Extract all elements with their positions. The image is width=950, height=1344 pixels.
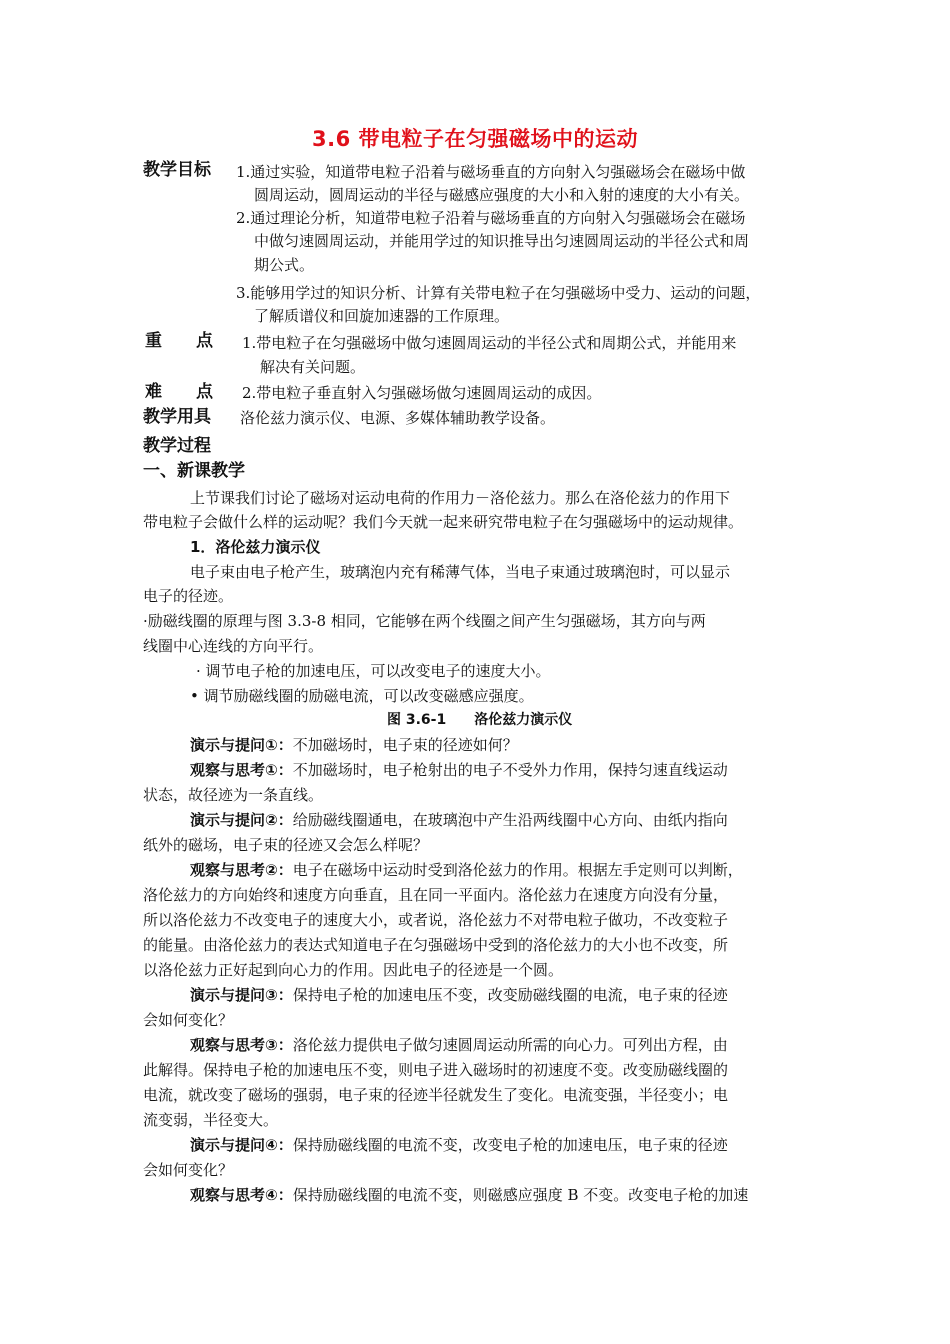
- demo-question-3-text: 保持电子枪的加速电压不变，改变励磁线圈的电流，电子束的径迹: [292, 986, 728, 1004]
- key-point-line-2: 解决有关问题。: [260, 358, 366, 376]
- observation-2-line-4: 的能量。由洛伦兹力的表达式知道电子在匀强磁场中受到的洛伦兹力的大小也不改变，所: [143, 936, 729, 954]
- observation-4-text: 保持励磁线圈的电流不变，则磁感应强度 B 不变。改变电子枪的加速: [292, 1186, 749, 1204]
- intro-line-2: 带电粒子会做什么样的运动呢？我们今天就一起来研究带电粒子在匀强磁场中的运动规律。: [143, 513, 744, 531]
- demo-question-3-label: 演示与提问③：: [190, 986, 293, 1004]
- objective-3-line-2: 了解质谱仪和回旋加速器的工作原理。: [254, 307, 510, 325]
- observation-1-label: 观察与思考①：: [190, 761, 293, 779]
- objective-2-line-1: 2.通过理论分析，知道带电粒子沿着与磁场垂直的方向射入匀强磁场会在磁场: [236, 209, 746, 227]
- objective-1-line-2: 圆周运动，圆周运动的半径与磁感应强度的大小和入射的速度的大小有关。: [254, 186, 750, 204]
- observation-3-line-4: 流变弱，半径变大。: [143, 1111, 279, 1129]
- observation-1-line-1: [190, 761, 728, 779]
- process-heading: 教学过程: [143, 436, 211, 456]
- difficulty-text: 2.带电粒子垂直射入匀强磁场做匀速圆周运动的成因。: [242, 384, 602, 402]
- device-p2-line-2: 线圈中心连线的方向平行。: [143, 637, 324, 655]
- objective-1-line-1: 1.通过实验，知道带电粒子沿着与磁场垂直的方向射入匀强磁场会在磁场中做: [236, 163, 746, 181]
- intro-line-1: 上节课我们讨论了磁场对运动电荷的作用力－洛伦兹力。那么在洛伦兹力的作用下: [190, 489, 731, 507]
- observation-3-line-3: 电流，就改变了磁场的强弱，电子束的径迹半径就发生了变化。电流变强，半径变小；电: [143, 1086, 729, 1104]
- observation-1-text: 不加磁场时，电子枪射出的电子不受外力作用，保持匀速直线运动: [292, 761, 728, 779]
- demo-question-2-line-2: 纸外的磁场，电子束的径迹又会怎么样呢？: [143, 836, 429, 854]
- device-p1-line-1: 电子束由电子枪产生，玻璃泡内充有稀薄气体，当电子束通过玻璃泡时，可以显示: [190, 563, 731, 581]
- figure-caption: 图 3.6-1 洛伦兹力演示仪: [387, 712, 573, 728]
- difficulty-label: 难 点: [145, 382, 213, 402]
- demo-question-3-line-1: [190, 986, 728, 1004]
- demo-question-4-label: 演示与提问④：: [190, 1136, 293, 1154]
- demo-question-2-label: 演示与提问②：: [190, 811, 293, 829]
- objective-3-line-1: 3.能够用学过的知识分析、计算有关带电粒子在匀强磁场中受力、运动的问题，: [236, 284, 761, 302]
- observation-2-line-1: [190, 861, 743, 879]
- observation-3-line-2: 此解得。保持电子枪的加速电压不变，则电子进入磁场时的初速度不变。改变励磁线圈的: [143, 1061, 729, 1079]
- demo-question-4-line-1: [190, 1136, 728, 1154]
- tools-label: 教学用具: [143, 407, 211, 427]
- device-p2-line-1: ·励磁线圈的原理与图 3.3-8 相同，它能够在两个线圈之间产生匀强磁场，其方向与两: [143, 612, 706, 630]
- observation-4-label: 观察与思考④：: [190, 1186, 293, 1204]
- key-point-label: 重 点: [145, 331, 213, 351]
- observation-3-label: 观察与思考③：: [190, 1036, 293, 1054]
- demo-question-4-line-2: 会如何变化？: [143, 1161, 234, 1179]
- demo-question-4-text: 保持励磁线圈的电流不变，改变电子枪的加速电压，电子束的径迹: [292, 1136, 728, 1154]
- document-title: 3.6 带电粒子在匀强磁场中的运动: [311, 127, 638, 151]
- observation-4-line-1: [190, 1186, 748, 1204]
- device-bullet-1: · 调节电子枪的加速电压，可以改变电子的速度大小。: [196, 662, 551, 680]
- observation-2-label: 观察与思考②：: [190, 861, 293, 879]
- observation-3-text: 洛伦兹力提供电子做匀速圆周运动所需的向心力。可列出方程，由: [292, 1036, 728, 1054]
- observation-3-line-1: [190, 1036, 728, 1054]
- section-1-heading: 一、新课教学: [143, 461, 245, 481]
- demo-question-2-line-1: [190, 811, 728, 829]
- observation-2-line-5: 以洛伦兹力正好起到向心力的作用。因此电子的径迹是一个圆。: [143, 961, 564, 979]
- observation-2-line-2: 洛伦兹力的方向始终和速度方向垂直，且在同一平面内。洛伦兹力在速度方向没有分量，: [143, 886, 729, 904]
- demo-question-1: [190, 736, 518, 754]
- device-p1-line-2: 电子的径迹。: [143, 587, 234, 605]
- demo-question-2-text: 给励磁线圈通电，在玻璃泡中产生沿两线圈中心方向、由纸内指向: [292, 811, 728, 829]
- objectives-label: 教学目标: [143, 160, 211, 180]
- objective-2-line-2: 中做匀速圆周运动，并能用学过的知识推导出匀速圆周运动的半径公式和周: [254, 232, 750, 250]
- observation-2-text: 电子在磁场中运动时受到洛伦兹力的作用。根据左手定则可以判断，: [292, 861, 743, 879]
- observation-2-line-3: 所以洛伦兹力不改变电子的速度大小，或者说，洛伦兹力不对带电粒子做功，不改变粒子: [143, 911, 729, 929]
- demo-question-1-text: 不加磁场时，电子束的径迹如何？: [292, 736, 518, 754]
- tools-text: 洛伦兹力演示仪、电源、多媒体辅助教学设备。: [240, 409, 556, 427]
- demo-question-1-label: 演示与提问①：: [190, 736, 293, 754]
- observation-1-line-2: 状态，故径迹为一条直线。: [143, 786, 324, 804]
- subsection-1-heading: 1．洛伦兹力演示仪: [190, 538, 321, 556]
- device-bullet-2: • 调节励磁线圈的励磁电流，可以改变磁感应强度。: [190, 687, 534, 705]
- objective-2-line-3: 期公式。: [254, 256, 315, 274]
- demo-question-3-line-2: 会如何变化？: [143, 1011, 234, 1029]
- key-point-line-1: 1.带电粒子在匀强磁场中做匀速圆周运动的半径公式和周期公式，并能用来: [242, 334, 737, 352]
